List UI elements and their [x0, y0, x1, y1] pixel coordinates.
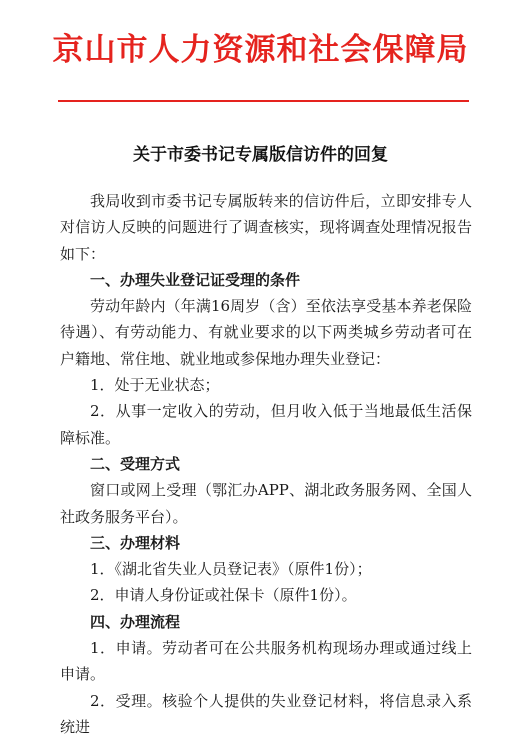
materials-item-1: 1．《湖北省失业人员登记表》（原件1份）；: [90, 560, 372, 579]
materials-item-2: 2．申请人身份证或社保卡（原件1份）。: [90, 586, 357, 605]
document-title: 关于市委书记专属版信访件的回复: [133, 145, 388, 165]
section-heading-process: 四、办理流程: [90, 612, 181, 631]
process-item-2: 2．受理。核验个人提供的失业登记材料，将信息录入系统进: [60, 691, 472, 736]
letterhead-org-name: 京山市人力资源和社会保障局: [52, 32, 469, 68]
section-heading-materials: 三、办理材料: [90, 533, 181, 552]
conditions-paragraph: 劳动年龄内（年满16周岁（含）至依法享受基本养老保险待遇）、有劳动能力、有就业要求的以下两类城乡劳动者可在户籍地、常住地、就业地或参保地办理失业登记：: [60, 297, 472, 368]
intro-paragraph: 我局收到市委书记专属版转来的信访件后，立即安排专人对信访人反映的问题进行了调查核实，现将调查处理情况报告如下：: [60, 192, 472, 263]
method-paragraph: 窗口或网上受理（鄂汇办APP、湖北政务服务网、全国人社政务服务平台）。: [60, 481, 472, 526]
document-body: [60, 188, 472, 740]
conditions-item-2: 2．从事一定收入的劳动，但月收入低于当地最低生活保障标准。: [60, 402, 472, 447]
conditions-item-1: 1．处于无业状态；: [90, 376, 220, 395]
section-heading-method: 二、受理方式: [90, 454, 181, 473]
section-heading-conditions: 一、办理失业登记证受理的条件: [90, 270, 301, 289]
letterhead-rule: [58, 100, 469, 102]
process-item-1: 1．申请。劳动者可在公共服务机构现场办理或通过线上申请。: [60, 639, 472, 684]
